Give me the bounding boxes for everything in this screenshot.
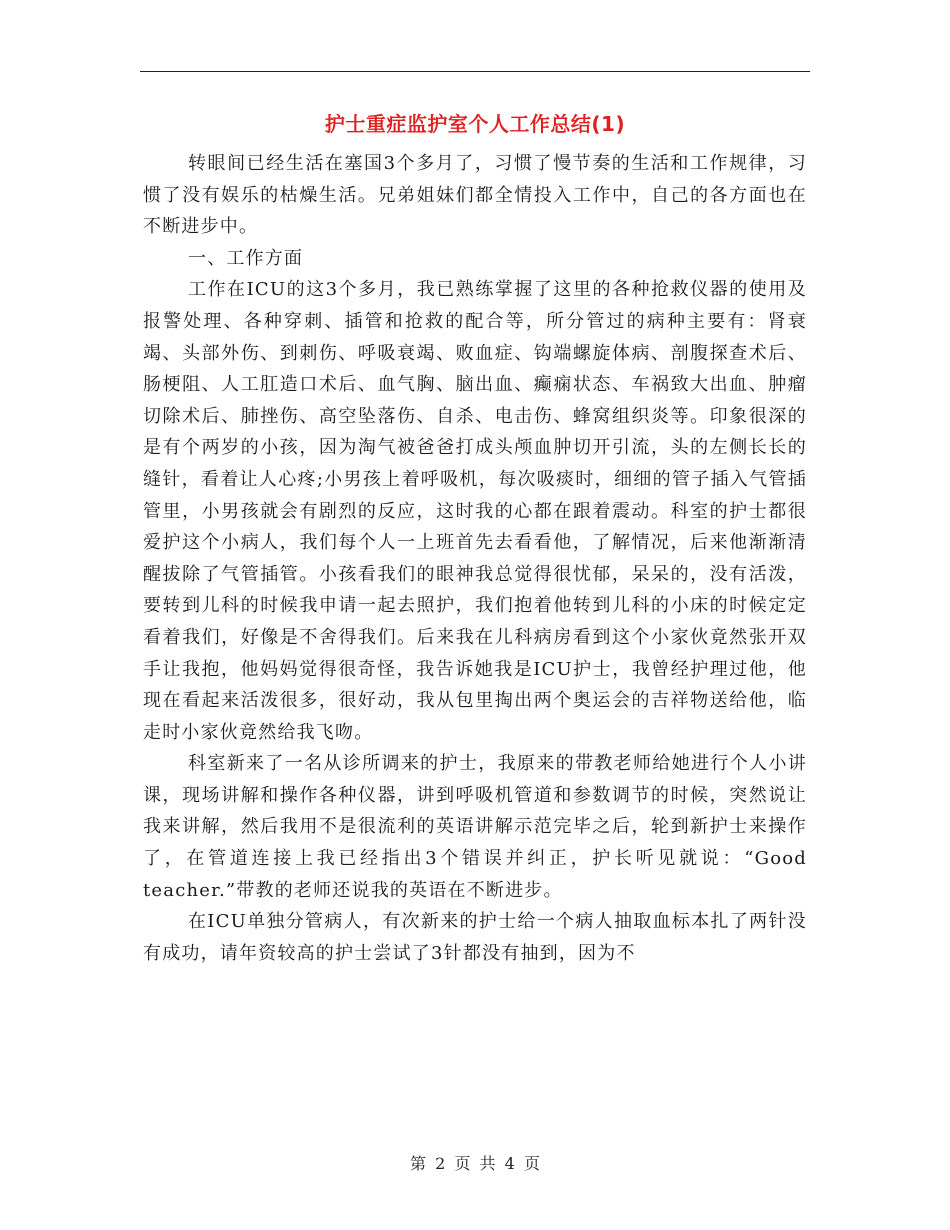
paragraph-icu-work: 工作在ICU的这3个多月，我已熟练掌握了这里的各种抢救仪器的使用及报警处理、各种穿刺、插管和抢救的配合等，所分管过的病种主要有：肾衰竭、头部外伤、到刺伤、呼吸衰竭、败血症、钩端螺旋体病、剖腹探查术后、肠梗阻、人工肛造口术后、血气胸、脑出血、癫痫状态、车祸致大出血、肿瘤切除术后、肺挫伤、高空坠落伤、自杀、电击伤、蜂窝组织炎等。印象很深的是有个两岁的小孩，因为淘气被爸爸打成头颅血肿切开引流，头的左侧长长的缝针，看着让人心疼;小男孩上着呼吸机，每次吸痰时，细细的管子插入气管插管里，小男孩就会有剧烈的反应，这时我的心都在跟着震动。科室的护士都很爱护这个小病人，我们每个人一上班首先去看看他，了解情况，后来他渐渐清醒拔除了气管插管。小孩看我们的眼神我总觉得很忧郁，呆呆的，没有活泼，要转到儿科的时候我申请一起去照护，我们抱着他转到儿科的小床的时候定定看着我们，好像是不舍得我们。后来我在儿科病房看到这个小家伙竟然张开双手让我抱，他妈妈觉得很奇怪，我告诉她我是ICU护士，我曾经护理过他，他现在看起来活泼很多，很好动，我从包里掏出两个奥运会的吉祥物送给他，临走时小家伙竟然给我飞吻。 (143, 279, 807, 743)
paragraph-intro: 转眼间已经生活在塞国3个多月了，习惯了慢节奏的生活和工作规律，习惯了没有娱乐的枯燥生活。兄弟姐妹们都全情投入工作中，自己的各方面也在不断进步中。 (143, 153, 807, 238)
paragraph-new-nurse: 科室新来了一名从诊所调来的护士，我原来的带教老师给她进行个人小讲课，现场讲解和操作各种仪器，讲到呼吸机管道和参数调节的时候，突然说让我来讲解，然后我用不是很流利的英语讲解示范完毕之后，轮到新护士来操作了，在管道连接上我已经指出3个错误并纠正，护长听见就说：“Good teacher.”带教的老师还说我的英语在不断进步。 (143, 753, 807, 901)
paragraph-blood-sample: 在ICU单独分管病人，有次新来的护士给一个病人抽取血标本扎了两针没有成功，请年资较高的护士尝试了3针都没有抽到，因为不 (143, 911, 807, 964)
document-body (143, 148, 807, 969)
footer-total-prefix: 共 (479, 1154, 496, 1173)
section-heading-work: 一、工作方面 (188, 247, 304, 269)
footer-suffix: 页 (523, 1154, 540, 1173)
footer-current-page: 2 (435, 1154, 446, 1173)
page-footer (0, 1152, 950, 1176)
document-title: 护士重症监护室个人工作总结(1) (324, 112, 626, 136)
footer-prefix: 第 (410, 1154, 427, 1173)
footer-page-unit: 页 (454, 1154, 471, 1173)
footer-total-pages: 4 (504, 1154, 515, 1173)
header-rule (140, 71, 810, 72)
